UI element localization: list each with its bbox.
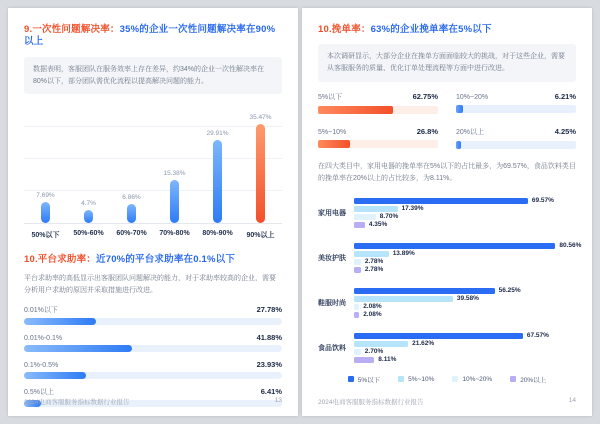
bar-column [196,106,239,223]
bar-fill [24,372,86,379]
category-group-row [318,241,582,275]
legend-item [510,375,546,384]
grouped-bar-value: 80.56% [559,242,582,250]
grouped-bar-value: 39.58% [456,295,479,303]
section-9-title-text: 35%的企业一次性问题解决率在90%以上 [24,24,276,48]
category-group-row [318,331,576,365]
bar [41,202,50,223]
stat-header [318,127,438,136]
retention-stat-cell [456,92,576,114]
grouped-bar [354,341,408,347]
category-bar-group [354,331,576,365]
stat-header [318,92,438,102]
grouped-bar-line [354,206,576,212]
category-label: 美妆护肤 [318,254,346,262]
page-13-content [8,8,298,407]
bar-column [153,106,196,223]
grouped-bar-line [354,243,581,249]
bar-value-label: 4.7% [81,200,96,208]
range-value: 23.93% [256,359,282,369]
grouped-bar [354,312,359,318]
section-9-title [24,24,282,49]
page-14-footer [318,397,576,406]
bar-category-label: 90%以上 [246,232,275,240]
help-rate-row-header [24,333,282,342]
stat-bar-track [318,140,438,148]
retention-title [318,24,576,36]
grouped-bar-line [354,333,576,339]
stat-range-label: 5%以下 [318,94,343,102]
retention-stat-cell [318,127,438,149]
help-rate-row [24,360,282,379]
bar-track [24,372,282,379]
category-label: 鞋服时尚 [318,299,346,307]
grouped-bar [354,288,495,294]
grouped-bar-value: 4.35% [368,221,388,229]
bar-track [24,345,282,352]
category-bar-group [354,241,581,275]
solve-rate-bar-chart [24,106,282,240]
help-rate-row-header [24,305,282,315]
category-retention-chart [318,196,582,365]
bar [213,140,222,223]
grouped-bar-value: 2.08% [363,311,382,319]
legend-item [348,375,380,384]
bar-column [67,106,110,223]
bar-track [24,318,282,325]
bar-category-label: 70%-80% [159,230,190,238]
help-rate-bar-list [24,305,282,407]
category-label: 食品饮料 [318,344,346,352]
grouped-bar-line [354,267,581,273]
stat-value: 26.8% [416,127,438,137]
stat-bar-track [456,141,576,149]
legend-swatch [398,376,404,382]
footer-report-title: 2024电商客服服务指标数据行业报告 [24,399,130,406]
range-value: 6.41% [260,386,282,396]
grouped-bar [354,243,555,249]
bar-columns [24,106,282,223]
legend-swatch [348,376,354,382]
bar [170,180,179,223]
bar-column [239,106,282,223]
retention-stat-cell [318,92,438,114]
stat-value: 62.75% [412,92,438,102]
stat-value: 6.21% [554,92,576,102]
stat-range-label: 5%~10% [318,129,347,137]
grouped-bar-value: 2.70% [364,348,384,356]
stat-bar-track [456,105,576,113]
help-rate-row-header [24,360,282,369]
grouped-bar-line [354,296,576,302]
bar-category-label: 80%-90% [202,230,233,238]
range-label: 0.1%-0.5% [24,361,59,369]
retention-paragraph: 在四大类目中，家用电器的挽单率在5%以下的占比最多，为69.57%，食品饮料类目的挽单率在20%以上的占比较多，为8.11%。 [318,163,576,183]
grouped-bar-line [354,222,576,228]
category-bar-group [354,286,576,320]
retention-stat-grid [318,92,576,149]
bar-value-label: 29.91% [206,130,229,138]
grouped-bar [354,296,453,302]
grouped-bar-value: 17.39% [401,205,424,213]
range-value: 41.88% [256,332,282,342]
stat-range-label: 20%以上 [456,129,485,137]
grouped-bar-line [354,259,581,265]
stat-value: 4.25% [554,127,576,137]
category-bar-group [354,196,576,230]
grouped-bar-line [354,312,576,318]
bar-column [110,106,153,223]
grouped-bar-line [354,341,576,347]
grouped-bar-value: 21.62% [412,340,435,348]
grouped-bar [354,259,361,265]
grouped-bar-line [354,214,576,220]
legend-swatch [510,376,516,382]
legend-item [452,375,492,384]
section-10-description: 平台求助率的高低显示出客服团队问题解决的能力，对于求助率较高的企业，需要分析用户求助的原因并采取措施进行改进。 [24,274,276,294]
bar-value-label: 7.69% [36,192,55,200]
bar-category-label: 50%-60% [73,230,104,238]
section-9-title-label: 9.一次性问题解决率： [24,24,120,35]
stat-bar-track [318,106,438,114]
retention-title-label: 10.挽单率： [318,24,371,35]
range-label: 0.01%-0.1% [24,334,63,342]
range-label: 0.01%以下 [24,306,58,314]
grouped-bar-line [354,288,576,294]
section-10-title-text: 近70%的平台求助率在0.1%以下 [96,254,236,266]
legend-label: 20%以上 [520,376,547,384]
grouped-bar-value: 67.57% [526,332,549,340]
grouped-bar-value: 8.70% [379,213,399,221]
stat-bar-fill [456,141,461,149]
grouped-bar-line [354,251,581,257]
grouped-bar [354,349,361,355]
category-label: 家用电器 [318,209,346,217]
grouped-bar [354,357,374,363]
help-rate-row [24,305,282,325]
legend-label: 5%~10% [408,375,435,383]
retention-title-text: 63%的企业挽单率在5%以下 [370,24,492,35]
bar-fill [24,318,96,325]
report-page-13 [8,8,298,416]
grouped-bar-value: 2.08% [363,303,382,311]
legend-item [398,375,434,384]
category-group-row [318,286,576,320]
bar [256,124,265,223]
grouped-bar [354,206,398,212]
legend-label: 10%~20% [462,375,493,383]
bar-categories [24,230,282,240]
legend-label: 5%以下 [357,376,381,384]
bar-column [24,106,67,223]
stat-header [456,92,576,101]
grouped-bar-line [354,357,576,363]
bar-fill [24,345,132,352]
page-13-footer [24,397,282,406]
grouped-bar-value: 2.78% [364,258,384,266]
bar-value-label: 6.86% [122,194,141,202]
bar [84,210,93,223]
grouped-bar-line [354,304,576,310]
stat-header [456,127,576,137]
grouped-bar [354,304,359,310]
section-9-description: 数据表明，客服团队在服务效率上存在差异，约34%的企业一次性解决率在80%以下，部分团队需优化流程以提高解决问题的能力。 [24,57,282,95]
grouped-bar [354,222,365,228]
grouped-bar [354,251,389,257]
page-number: 13 [274,397,282,404]
grouped-bar-value: 2.78% [364,266,384,274]
grouped-bar-value: 69.57% [531,197,554,205]
grouped-bar [354,267,361,273]
bar-category-label: 50%以下 [31,232,60,240]
grouped-bar [354,333,523,339]
bar-category-label: 60%-70% [116,230,147,238]
stat-range-label: 10%~20% [456,94,489,102]
grouped-bar-value: 13.89% [392,250,415,258]
section-10-title [24,254,282,266]
range-label: 0.5%以上 [24,388,54,396]
bar-value-label: 15.38% [163,170,186,178]
range-value: 27.78% [256,304,282,314]
retention-stat-cell [456,127,576,149]
chart-baseline [24,223,282,224]
grouped-bar [354,198,528,204]
grouped-bar-value: 8.11% [378,356,397,364]
legend-swatch [452,376,458,382]
help-rate-row [24,333,282,352]
page-number: 14 [568,397,576,404]
footer-report-title: 2024电商客服服务指标数据行业报告 [318,399,424,406]
grouped-bar [354,214,376,220]
help-rate-row-header [24,387,282,397]
stat-bar-fill [318,106,393,114]
stat-bar-fill [318,140,350,148]
bar-value-label: 35.47% [249,114,272,122]
retention-description: 本次调研显示，大部分企业在挽单方面面临较大的挑战，对于这些企业，需要从客服服务的质量、优化订单处理流程等方面中进行改进。 [318,44,576,82]
grouped-bar-value: 56.25% [498,287,521,295]
chart-legend [318,375,576,384]
page-14-content [302,8,592,384]
stat-bar-fill [456,105,463,113]
report-page-14 [302,8,592,416]
grouped-bar-line [354,198,576,204]
section-10-title-label: 10.平台求助率： [24,254,97,266]
category-group-row [318,196,576,230]
grouped-bar-line [354,349,576,355]
bar [127,204,136,223]
